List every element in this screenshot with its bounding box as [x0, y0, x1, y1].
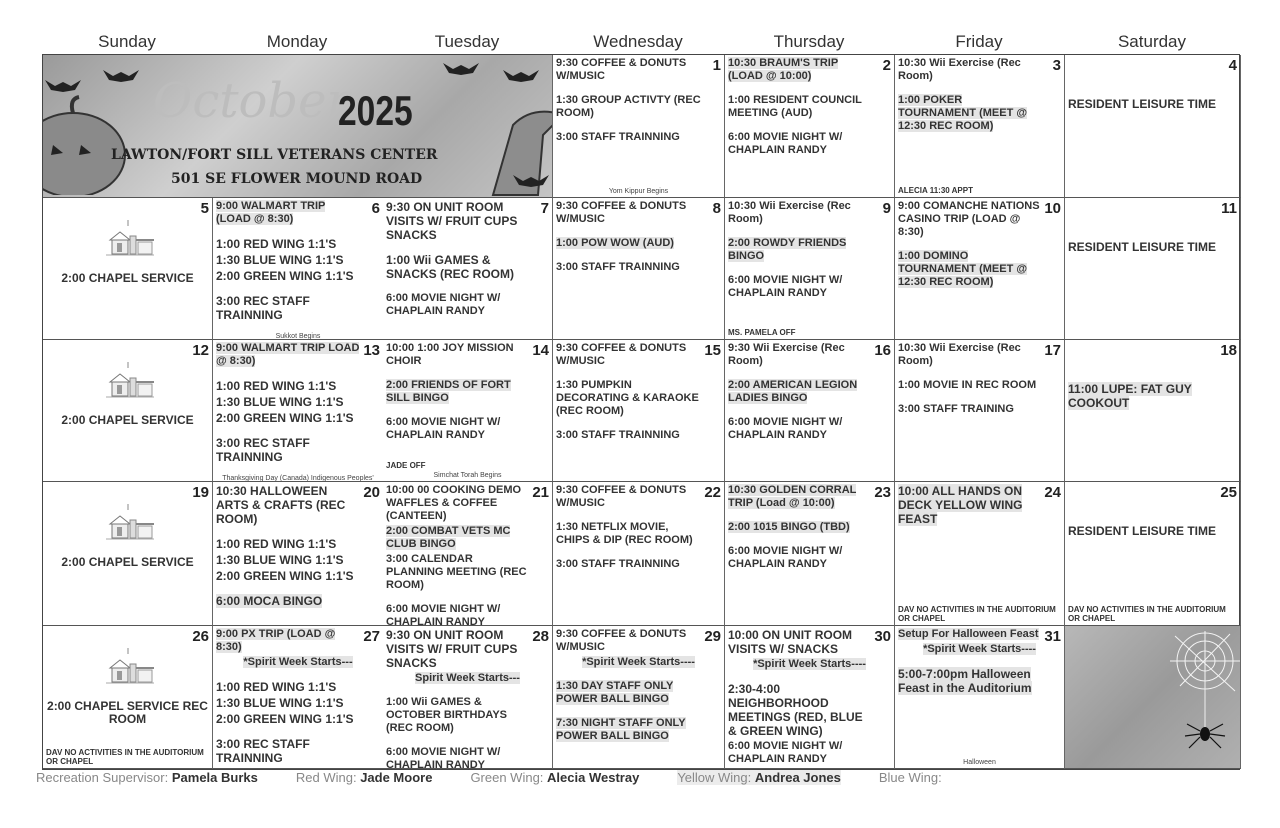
event-item [728, 57, 891, 83]
event-text: 1:00 POW WOW (AUD) [556, 237, 674, 249]
event-text: 1:30 BLUE WING 1:1'S [216, 553, 344, 567]
event-text: 2:00 CHAPEL SERVICE [61, 555, 194, 569]
event-text: 1:00 Wii GAMES & OCTOBER BIRTHDAYS (REC ROOM) [386, 696, 508, 734]
event-text: RESIDENT LEISURE TIME [1068, 240, 1217, 254]
staff-note: ALECIA 11:30 APPT [898, 186, 973, 195]
event-item [386, 484, 549, 523]
event-text: Spirit Week Starts--- [415, 672, 520, 684]
event-text: 2:30-4:00 NEIGHBORHOOD MEETINGS (RED, BLUE & GREEN WING) [728, 682, 863, 738]
footer-staff-entry [470, 770, 639, 785]
event-item [556, 57, 721, 83]
day-number: 1 [712, 57, 721, 74]
event-item [556, 237, 721, 250]
weekday-wednesday: Wednesday [593, 32, 683, 51]
event-item [216, 411, 380, 425]
event-text: 10:30 GOLDEN CORRAL TRIP (Load @ 10:00) [728, 484, 857, 509]
event-item [898, 667, 1061, 695]
event-item [386, 696, 549, 735]
event-item [216, 395, 380, 409]
day-cell [383, 482, 553, 626]
event-item [556, 429, 721, 442]
event-text: 2:00 AMERICAN LEGION LADIES BINGO [728, 379, 858, 404]
event-item [556, 379, 721, 418]
banner-month: October [153, 73, 350, 129]
event-text: 3:00 REC STAFF TRAINNING [216, 737, 310, 765]
event-text: 3:00 REC STAFF TRAINNING [216, 294, 310, 322]
event-item [386, 379, 549, 405]
event-item [216, 656, 380, 669]
day-number: 14 [532, 342, 549, 359]
center-name: LAWTON/FORT SILL VETERANS CENTER [111, 147, 438, 163]
day-cell [1065, 340, 1241, 482]
event-item [556, 484, 721, 510]
event-item [556, 680, 721, 706]
event-item [216, 294, 380, 322]
day-number: 20 [363, 484, 380, 501]
day-cell [1065, 55, 1241, 198]
event-item [728, 628, 891, 656]
footer-staff-entry [36, 770, 258, 785]
event-text: RESIDENT LEISURE TIME [1068, 97, 1217, 111]
event-text: 9:00 PX TRIP (LOAD @ 8:30) [216, 628, 336, 653]
event-text: 9:00 WALMART TRIP LOAD @ 8:30) [216, 342, 360, 367]
event-item [386, 525, 549, 551]
event-text: 6:00 MOVIE NIGHT W/ CHAPLAIN RANDY [386, 603, 501, 626]
event-text: 1:00 DOMINO TOURNAMENT (MEET @ 12:30 REC ROOM) [898, 250, 1028, 288]
day-cell [895, 626, 1065, 769]
holiday-note: Simchat Torah Begins [433, 472, 502, 479]
event-item [216, 594, 380, 608]
event-text: 1:30 BLUE WING 1:1'S [216, 253, 344, 267]
event-item [728, 274, 891, 300]
day-cell [1065, 198, 1241, 340]
event-item [556, 558, 721, 571]
event-item [556, 656, 721, 669]
event-text: 1:30 BLUE WING 1:1'S [216, 696, 344, 710]
day-number: 27 [363, 628, 380, 645]
event-text: 10:30 HALLOWEEN ARTS & CRAFTS (REC ROOM) [216, 484, 346, 526]
day-number: 22 [704, 484, 721, 501]
chapel-icon [98, 502, 158, 542]
event-text: 6:00 MOVIE NIGHT W/ CHAPLAIN RANDY [386, 746, 501, 769]
day-number: 9 [882, 200, 891, 217]
day-number: 18 [1220, 342, 1237, 359]
event-text: 10:00 1:00 JOY MISSION CHOIR [386, 342, 514, 367]
event-item [728, 484, 891, 510]
event-item [1068, 382, 1237, 410]
staff-note: DAV NO ACTIVITIES IN THE AUDITORIUM OR CHAPEL [1068, 605, 1226, 623]
event-item [386, 416, 549, 442]
event-item [216, 269, 380, 283]
event-text: 2:00 CHAPEL SERVICE REC ROOM [47, 699, 208, 726]
event-text: 2:00 1015 BINGO (TBD) [728, 521, 850, 533]
event-item [728, 237, 891, 263]
day-number: 19 [192, 484, 209, 501]
event-item [556, 342, 721, 368]
event-text: 1:00 MOVIE IN REC ROOM [898, 379, 1037, 391]
event-item [898, 643, 1061, 656]
day-number: 6 [371, 200, 380, 217]
day-cell [43, 482, 213, 626]
event-text: RESIDENT LEISURE TIME [1068, 524, 1217, 538]
event-text: 3:00 STAFF TRAINNING [556, 261, 680, 273]
holiday-note: Halloween [963, 759, 996, 766]
event-item [898, 94, 1061, 133]
event-text: 10:00 ON UNIT ROOM VISITS W/ SNACKS [728, 628, 853, 656]
event-item [556, 628, 721, 654]
event-text: 1:30 NETFLIX MOVIE, CHIPS & DIP (REC ROOM) [556, 521, 693, 546]
event-item [898, 342, 1061, 368]
event-text: 9:30 COFFEE & DONUTS W/MUSIC [556, 200, 687, 225]
event-text: 1:00 RED WING 1:1'S [216, 237, 337, 251]
calendar-grid [42, 54, 1240, 770]
event-text: *Spirit Week Starts--- [243, 656, 353, 668]
event-item [216, 379, 380, 393]
event-item [556, 94, 721, 120]
day-cell [1065, 482, 1241, 626]
day-cell [43, 340, 213, 482]
event-item [386, 553, 549, 592]
day-cell [725, 55, 895, 198]
event-text: 6:00 MOVIE NIGHT W/ CHAPLAIN RANDY [728, 740, 843, 765]
spider-web-decoration [1065, 626, 1241, 769]
day-cell [553, 198, 725, 340]
event-text: 6:00 MOVIE NIGHT W/ CHAPLAIN RANDY [386, 416, 501, 441]
event-text: 10:30 Wii Exercise (Rec Room) [898, 342, 1021, 367]
event-item [46, 556, 209, 569]
event-text: 1:00 POKER TOURNAMENT (MEET @ 12:30 REC ROOM) [898, 94, 1028, 132]
footer-role-label: Red Wing: [295, 770, 357, 785]
day-cell [725, 340, 895, 482]
chapel-icon [98, 360, 158, 400]
day-cell [383, 198, 553, 340]
event-text: 1:30 GROUP ACTIVTY (REC ROOM) [556, 94, 701, 119]
day-cell [553, 482, 725, 626]
event-text: 2:00 GREEN WING 1:1'S [216, 269, 354, 283]
event-item [1068, 240, 1237, 254]
event-item [216, 342, 380, 368]
weekday-header [42, 30, 1240, 54]
day-number: 4 [1228, 57, 1237, 74]
event-text: 6:00 MOVIE NIGHT W/ CHAPLAIN RANDY [728, 545, 843, 570]
event-text: 1:00 RED WING 1:1'S [216, 680, 337, 694]
event-text: 10:30 Wii Exercise (Rec Room) [728, 200, 851, 225]
event-item [728, 342, 891, 368]
weekday-sunday: Sunday [98, 32, 156, 51]
event-item [46, 700, 209, 726]
day-number: 24 [1044, 484, 1061, 501]
event-item [898, 250, 1061, 289]
event-item [216, 712, 380, 726]
weekday-thursday: Thursday [773, 32, 845, 51]
footer-staff-name: Jade Moore [360, 770, 433, 785]
event-item [216, 696, 380, 710]
event-text: 1:30 DAY STAFF ONLY POWER BALL BINGO [556, 680, 674, 705]
day-cell [213, 626, 383, 769]
day-number: 7 [540, 200, 549, 217]
event-text: 1:00 RED WING 1:1'S [216, 379, 337, 393]
spider-web-icon [1065, 626, 1241, 769]
event-item [386, 628, 549, 670]
event-text: 6:00 MOCA BINGO [216, 594, 323, 608]
event-item [728, 740, 891, 766]
event-text: 2:00 ROWDY FRIENDS BINGO [728, 237, 847, 262]
event-text: 3:00 STAFF TRAINNING [556, 131, 680, 143]
event-text: 3:00 STAFF TRAINNING [556, 558, 680, 570]
event-item [386, 746, 549, 769]
day-number: 21 [532, 484, 549, 501]
event-text: 9:00 WALMART TRIP (LOAD @ 8:30) [216, 200, 326, 225]
month-banner [43, 55, 553, 198]
event-text: 3:00 REC STAFF TRAINNING [216, 436, 310, 464]
event-text: 1:00 RESIDENT COUNCIL MEETING (AUD) [728, 94, 862, 119]
event-item [556, 261, 721, 274]
event-text: 2:00 GREEN WING 1:1'S [216, 569, 354, 583]
event-item [556, 717, 721, 743]
footer-staff-name: Andrea Jones [754, 770, 841, 785]
event-item [728, 521, 891, 534]
event-item [728, 545, 891, 571]
event-text: 6:00 MOVIE NIGHT W/ CHAPLAIN RANDY [728, 131, 843, 156]
day-cell [895, 55, 1065, 198]
day-number: 3 [1052, 57, 1061, 74]
day-cell [895, 198, 1065, 340]
event-item [556, 200, 721, 226]
october-calendar [42, 30, 1240, 770]
event-item [216, 436, 380, 464]
day-cell [213, 482, 383, 626]
event-text: 1:30 BLUE WING 1:1'S [216, 395, 344, 409]
event-item [728, 200, 891, 226]
event-text: 9:00 COMANCHE NATIONS CASINO TRIP (LOAD @ 8:30) [898, 200, 1040, 238]
event-text: 1:00 Wii GAMES & SNACKS (REC ROOM) [386, 253, 514, 281]
staff-note: MS. PAMELA OFF [728, 328, 796, 337]
event-text: 10:00 00 COOKING DEMO WAFFLES & COFFEE (CANTEEN) [386, 484, 522, 522]
event-text: 6:00 MOVIE NIGHT W/ CHAPLAIN RANDY [728, 274, 843, 299]
footer-role-label: Yellow Wing: [677, 770, 752, 785]
day-number: 12 [192, 342, 209, 359]
footer-staff-name: Alecia Westray [547, 770, 640, 785]
footer-role-label: Recreation Supervisor: [36, 770, 169, 785]
event-item [216, 537, 380, 551]
event-text: 9:30 COFFEE & DONUTS W/MUSIC [556, 628, 687, 653]
event-text: 3:00 STAFF TRAINNING [556, 429, 680, 441]
event-item [898, 57, 1061, 83]
event-item [556, 521, 721, 547]
center-address: 501 SE FLOWER MOUND ROAD [171, 171, 423, 187]
event-item [1068, 97, 1237, 111]
event-text: 3:00 CALENDAR PLANNING MEETING (REC ROOM) [386, 553, 527, 591]
holiday-note: Thanksgiving Day (Canada) Indigenous Peoples' [222, 475, 374, 482]
day-number: 26 [192, 628, 209, 645]
day-cell [213, 340, 383, 482]
event-text: 1:00 RED WING 1:1'S [216, 537, 337, 551]
day-cell [213, 198, 383, 340]
event-text: 2:00 CHAPEL SERVICE [61, 413, 194, 427]
event-text: 3:00 STAFF TRAINING [898, 403, 1014, 415]
day-cell [725, 198, 895, 340]
holiday-note: Sukkot Begins [275, 333, 321, 340]
event-text: 9:30 ON UNIT ROOM VISITS W/ FRUIT CUPS SNACKS [386, 200, 518, 242]
holiday-note: Yom Kippur Begins [608, 188, 669, 195]
day-number: 11 [1221, 200, 1237, 217]
day-cell [725, 482, 895, 626]
day-number: 2 [882, 57, 891, 74]
event-text: 10:30 Wii Exercise (Rec Room) [898, 57, 1021, 82]
footer-staff-entry [879, 770, 942, 785]
staff-note: DAV NO ACTIVITIES IN THE AUDITORIUM OR CHAPEL [46, 748, 204, 766]
day-number: 31 [1044, 628, 1061, 645]
event-item [898, 484, 1061, 526]
event-text: 9:30 COFFEE & DONUTS W/MUSIC [556, 342, 687, 367]
event-item [216, 737, 380, 765]
event-item [898, 628, 1061, 641]
event-item [386, 292, 549, 318]
day-number: 16 [874, 342, 891, 359]
event-text: 11:00 LUPE: FAT GUY COOKOUT [1068, 382, 1192, 410]
event-text: 2:00 CHAPEL SERVICE [61, 271, 194, 285]
footer-role-label: Green Wing: [470, 770, 544, 785]
event-text: *Spirit Week Starts---- [582, 656, 695, 668]
day-number: 23 [874, 484, 891, 501]
chapel-icon [98, 646, 158, 686]
event-text: 2:00 GREEN WING 1:1'S [216, 712, 354, 726]
event-item [386, 200, 549, 242]
event-text: *Spirit Week Starts---- [753, 658, 866, 670]
event-item [728, 94, 891, 120]
day-number: 30 [874, 628, 891, 645]
event-text: 2:00 COMBAT VETS MC CLUB BINGO [386, 525, 511, 550]
event-text: 9:30 Wii Exercise (Rec Room) [728, 342, 845, 367]
event-text: 10:30 BRAUM'S TRIP (LOAD @ 10:00) [728, 57, 839, 82]
day-cell [43, 626, 213, 769]
footer-staff-entry [677, 770, 841, 785]
event-item [386, 253, 549, 281]
event-item [898, 403, 1061, 416]
day-cell [553, 626, 725, 769]
weekday-tuesday: Tuesday [434, 32, 500, 51]
footer-staff-name: Pamela Burks [171, 770, 258, 785]
event-item [216, 200, 380, 226]
event-text: 1:30 PUMPKIN DECORATING & KARAOKE (REC ROOM) [556, 379, 699, 417]
event-text: 6:00 MOVIE NIGHT W/ CHAPLAIN RANDY [728, 416, 843, 441]
event-text: 10:00 ALL HANDS ON DECK YELLOW WING FEAST [898, 484, 1023, 526]
day-number: 10 [1044, 200, 1061, 217]
event-item [216, 680, 380, 694]
event-item [216, 569, 380, 583]
event-text: 2:00 GREEN WING 1:1'S [216, 411, 354, 425]
footer-role-label: Blue Wing: [878, 770, 942, 785]
day-cell [553, 340, 725, 482]
event-text: 9:30 COFFEE & DONUTS W/MUSIC [556, 57, 687, 82]
event-item [898, 379, 1061, 392]
chapel-icon [98, 218, 158, 258]
day-cell [895, 482, 1065, 626]
day-number: 5 [200, 200, 209, 217]
event-item [386, 672, 549, 685]
event-item [216, 237, 380, 251]
event-item [216, 253, 380, 267]
event-item [216, 484, 380, 526]
day-cell [383, 626, 553, 769]
day-number: 8 [712, 200, 721, 217]
day-number: 28 [532, 628, 549, 645]
staff-note: JADE OFF [386, 461, 426, 470]
event-item [728, 416, 891, 442]
event-text: 7:30 NIGHT STAFF ONLY POWER BALL BINGO [556, 717, 686, 742]
day-number: 15 [704, 342, 721, 359]
event-text: 9:30 COFFEE & DONUTS W/MUSIC [556, 484, 687, 509]
day-number: 13 [363, 342, 380, 359]
event-item [216, 628, 380, 654]
staff-footer [36, 770, 980, 785]
event-item [728, 682, 891, 738]
event-item [216, 553, 380, 567]
day-cell [383, 340, 553, 482]
event-text: 9:30 ON UNIT ROOM VISITS W/ FRUIT CUPS SNACKS [386, 628, 518, 670]
day-number: 25 [1220, 484, 1237, 501]
staff-note: DAV NO ACTIVITIES IN THE AUDITORIUM OR CHAPEL [898, 605, 1056, 623]
footer-staff-entry [296, 770, 433, 785]
event-item [898, 200, 1061, 239]
event-item [1068, 524, 1237, 538]
day-cell [725, 626, 895, 769]
event-text: 5:00-7:00pm Halloween Feast in the Auditorium [898, 667, 1032, 695]
event-text: 2:00 FRIENDS OF FORT SILL BINGO [386, 379, 511, 404]
event-item [46, 414, 209, 427]
weekday-friday: Friday [955, 32, 1003, 51]
event-item [386, 603, 549, 626]
day-number: 17 [1044, 342, 1061, 359]
event-item [728, 131, 891, 157]
event-text: 6:00 MOVIE NIGHT W/ CHAPLAIN RANDY [386, 292, 501, 317]
event-item [728, 379, 891, 405]
day-cell [895, 340, 1065, 482]
weekday-saturday: Saturday [1117, 32, 1187, 51]
banner-year: 2025 [338, 87, 413, 134]
event-item [46, 272, 209, 285]
day-cell [43, 198, 213, 340]
weekday-monday: Monday [266, 32, 328, 51]
event-text: *Spirit Week Starts---- [923, 643, 1036, 655]
event-text: Setup For Halloween Feast [898, 628, 1039, 640]
event-item [728, 658, 891, 671]
day-cell [553, 55, 725, 198]
day-number: 29 [704, 628, 721, 645]
event-item [386, 342, 549, 368]
event-item [556, 131, 721, 144]
